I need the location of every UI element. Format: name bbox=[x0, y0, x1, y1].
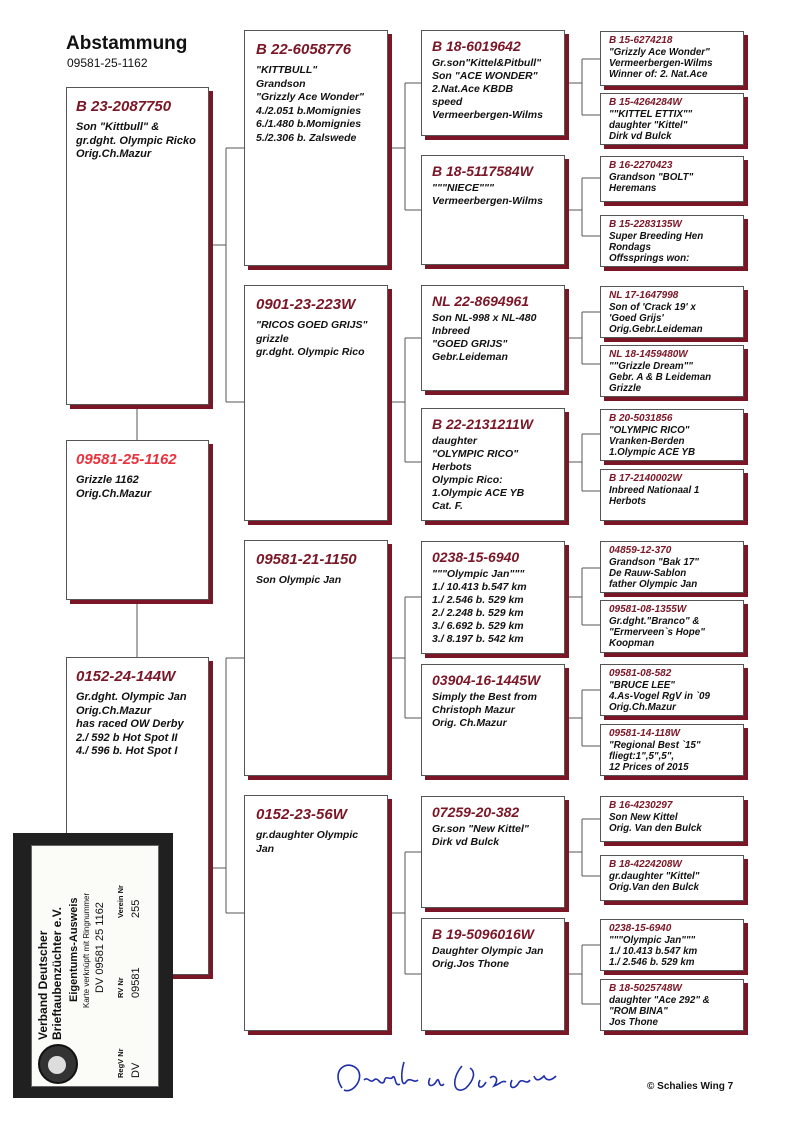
gggp-box bbox=[600, 664, 744, 716]
gggp-box bbox=[600, 93, 744, 145]
ring-number: B 18-6019642 bbox=[432, 38, 521, 54]
pigeon-info-line: Inbreed bbox=[432, 325, 470, 337]
ring-number: 09581-08-582 bbox=[609, 668, 672, 679]
gggp-box bbox=[600, 215, 744, 267]
pigeon-info-line: "Grizzly Ace Wonder" bbox=[256, 91, 364, 103]
pigeon-info-line: 5./2.306 b. Zalswede bbox=[256, 131, 357, 144]
pigeon-info-line: 3./ 8.197 b. 542 km bbox=[432, 633, 524, 645]
ggp-box bbox=[421, 541, 565, 654]
pigeon-info-line: Vermeerbergen-Wilms bbox=[609, 58, 713, 69]
card-verein-label: Verein Nr bbox=[116, 885, 125, 918]
pigeon-info-line: Orig. Ch.Mazur bbox=[432, 717, 507, 729]
gggp-box bbox=[600, 156, 744, 202]
pigeon-info-line: """Olympic Jan""" bbox=[609, 935, 696, 946]
ring-number: B 17-2140002W bbox=[609, 473, 682, 484]
ring-number: NL 22-8694961 bbox=[432, 293, 530, 309]
pigeon-info-line: gr.daughter "Kittel" bbox=[609, 871, 700, 882]
ggp-box bbox=[421, 285, 565, 391]
pigeon-info-line: Heremans bbox=[609, 183, 657, 194]
pigeon-info-line: Jan bbox=[256, 842, 275, 855]
ring-number: 07259-20-382 bbox=[432, 804, 520, 820]
pigeon-info-line: Daughter Olympic Jan bbox=[432, 945, 544, 957]
pigeon-info-line: Gr.dght. Olympic Jan bbox=[76, 691, 187, 703]
pigeon-info-line: ""Grizzle Dream"" bbox=[609, 361, 693, 372]
pigeon-info-line: Vranken-Berden bbox=[609, 436, 685, 447]
ring-number: 0152-24-144W bbox=[76, 668, 176, 685]
pigeon-info-line: 1./ 10.413 b.547 km bbox=[609, 946, 698, 957]
pigeon-info-line: 4./ 596 b. Hot Spot I bbox=[76, 745, 178, 757]
gggp-box bbox=[600, 724, 744, 776]
pigeon-info-line: Herbots bbox=[432, 461, 472, 473]
pigeon-info-line: Son "ACE WONDER" bbox=[432, 70, 538, 82]
association-seal-icon bbox=[38, 1044, 78, 1084]
pigeon-info-line: "GOED GRIJS" bbox=[432, 338, 508, 350]
card-rv-value: 09581 bbox=[130, 967, 142, 998]
pigeon-info-line: 6./1.480 b.Momignies bbox=[256, 118, 362, 130]
sire-dam-box bbox=[244, 285, 388, 521]
pigeon-info-line: 3./ 6.692 b. 529 km bbox=[432, 620, 524, 632]
pigeon-info-line: Koopman bbox=[609, 638, 655, 649]
ring-number: B 18-4224208W bbox=[609, 859, 682, 870]
ggp-box bbox=[421, 30, 565, 136]
pigeon-info-line: 1.Olympic ACE YB bbox=[432, 487, 525, 499]
ring-number: 03904-16-1445W bbox=[432, 672, 541, 688]
pigeon-info-line: Orig.Gebr.Leideman bbox=[609, 324, 703, 335]
card-rv-label: RV Nr bbox=[116, 977, 125, 998]
pigeon-info-line: Grandson "Bak 17" bbox=[609, 557, 699, 568]
dam-dam-box bbox=[244, 795, 388, 1031]
pigeon-info-line: Orig.Ch.Mazur bbox=[76, 704, 152, 717]
pigeon-info-line: "RICOS GOED GRIJS" bbox=[256, 319, 368, 331]
card-title: Eigentums-Ausweis bbox=[68, 897, 80, 1002]
ring-number: 0152-23-56W bbox=[256, 806, 347, 823]
pigeon-info-line: Dirk vd Bulck bbox=[609, 131, 672, 142]
ggp-box bbox=[421, 796, 565, 908]
ring-number: 09581-25-1162 bbox=[76, 451, 177, 468]
ring-number: B 15-6274218 bbox=[609, 35, 673, 46]
pigeon-info-line: Christoph Mazur bbox=[432, 704, 515, 716]
pigeon-info-line: has raced OW Derby bbox=[76, 718, 184, 730]
pigeon-info-line: 2./ 592 b Hot Spot II bbox=[76, 731, 178, 744]
pigeon-info-line: Vermeerbergen-Wilms bbox=[432, 195, 543, 207]
pigeon-info-line: Son New Kittel bbox=[609, 812, 678, 823]
pigeon-info-line: Offssprings won: bbox=[609, 253, 690, 264]
gggp-box bbox=[600, 286, 744, 338]
pigeon-info-line: Grandson bbox=[256, 77, 306, 90]
pigeon-info-line: gr.dght. Olympic Rico bbox=[256, 346, 365, 358]
ring-number: B 16-4230297 bbox=[609, 800, 673, 811]
pigeon-info-line: gr.dght. Olympic Ricko bbox=[76, 134, 196, 147]
pigeon-info-line: daughter bbox=[432, 435, 477, 447]
pigeon-info-line: Vermeerbergen-Wilms bbox=[432, 109, 543, 121]
ring-number: B 22-6058776 bbox=[256, 41, 352, 58]
ownership-card bbox=[13, 833, 173, 1098]
ring-number: B 23-2087750 bbox=[76, 98, 172, 115]
pigeon-info-line: Gebr.Leideman bbox=[432, 351, 508, 363]
pigeon-info-line: Gebr. A & B Leideman bbox=[609, 372, 712, 383]
ring-number: B 18-5025748W bbox=[609, 983, 682, 994]
pigeon-info-line: Simply the Best from bbox=[432, 691, 538, 703]
ring-number: 09581-08-1355W bbox=[609, 604, 687, 615]
ring-number: B 15-4264284W bbox=[609, 97, 682, 108]
pigeon-info-line: """NIECE""" bbox=[432, 182, 494, 194]
pigeon-info-line: 'Goed Grijs' bbox=[609, 313, 664, 324]
ring-number: 0238-15-6940 bbox=[609, 923, 672, 934]
pigeon-info-line: """Olympic Jan""" bbox=[432, 568, 525, 580]
pigeon-info-line: Orig.Ch.Mazur bbox=[609, 702, 676, 713]
ring-number: B 16-2270423 bbox=[609, 160, 673, 171]
pigeon-info-line: 2./ 2.248 b. 529 km bbox=[432, 607, 524, 619]
ring-number: 09581-21-1150 bbox=[256, 551, 357, 568]
pigeon-info-line: Rondags bbox=[609, 242, 651, 253]
pigeon-info-line: De Rauw-Sablon bbox=[609, 568, 687, 579]
signature bbox=[330, 1050, 570, 1110]
pigeon-info-line: Grizzle 1162 bbox=[76, 474, 139, 486]
card-org-name: Brieftaubenzüchter e.V. bbox=[50, 907, 64, 1040]
ring-number: NL 17-1647998 bbox=[609, 290, 679, 301]
gggp-box bbox=[600, 541, 744, 593]
gggp-box bbox=[600, 855, 744, 901]
pigeon-info-line: Gr.dght."Branco" & bbox=[609, 616, 700, 627]
pigeon-info-line: father Olympic Jan bbox=[609, 579, 698, 590]
pigeon-info-line: "OLYMPIC RICO" bbox=[609, 425, 690, 436]
ring-number: 0238-15-6940 bbox=[432, 549, 520, 565]
dam-sire-box bbox=[244, 540, 388, 776]
ring-number: NL 18-1459480W bbox=[609, 349, 688, 360]
gggp-box bbox=[600, 469, 744, 521]
pigeon-info-line: "Ermerveen`s Hope" bbox=[609, 627, 705, 638]
pigeon-info-line: daughter "Ace 292" & bbox=[609, 995, 710, 1006]
ring-number: 09581-14-118W bbox=[609, 728, 680, 739]
pigeon-info-line: gr.daughter Olympic bbox=[256, 829, 359, 841]
pigeon-info-line: "Regional Best `15" bbox=[609, 740, 701, 751]
gggp-box bbox=[600, 345, 744, 397]
ggp-box bbox=[421, 918, 565, 1031]
pigeon-info-line: Orig.Jos Thone bbox=[432, 958, 510, 970]
pigeon-info-line: Orig.Van den Bulck bbox=[609, 882, 700, 893]
pigeon-info-line: 1./ 10.413 b.547 km bbox=[432, 581, 527, 593]
ring-number: 0901-23-223W bbox=[256, 296, 356, 313]
pigeon-info-line: "OLYMPIC RICO" bbox=[432, 448, 519, 460]
pigeon-info-line: Son Olympic Jan bbox=[256, 574, 342, 586]
pigeon-info-line: Grandson "BOLT" bbox=[609, 172, 694, 183]
card-org-name: Verband Deutscher bbox=[36, 930, 50, 1040]
card-verein-value: 255 bbox=[130, 899, 142, 918]
ring-number: B 19-5096016W bbox=[432, 926, 534, 942]
pigeon-info-line: fliegt:1",5",5", bbox=[609, 751, 675, 762]
gggp-box bbox=[600, 409, 744, 461]
ggp-box bbox=[421, 664, 565, 776]
pigeon-info-line: Inbreed Nationaal 1 bbox=[609, 485, 700, 496]
gggp-box bbox=[600, 31, 744, 86]
sire-box bbox=[66, 87, 209, 405]
pigeon-info-line: Son of 'Crack 19' x bbox=[609, 302, 696, 313]
pigeon-info-line: Cat. F. bbox=[432, 500, 463, 512]
pigeon-info-line: 4./2.051 b.Momignies bbox=[256, 104, 362, 117]
pigeon-info-line: 1.Olympic ACE YB bbox=[609, 447, 696, 458]
pigeon-info-line: "KITTBULL" bbox=[256, 64, 318, 76]
ring-number: B 22-2131211W bbox=[432, 416, 533, 432]
pigeon-info-line: "BRUCE LEE" bbox=[609, 680, 675, 691]
pigeon-info-line: speed bbox=[432, 96, 463, 108]
pigeon-info-line: Gr.son"Kittel&Pitbull" bbox=[432, 57, 542, 69]
pigeon-info-line: Dirk vd Bulck bbox=[432, 836, 500, 848]
pigeon-info-line: Orig.Ch.Mazur bbox=[76, 487, 152, 500]
pigeon-info-line: Son "Kittbull" & bbox=[76, 121, 160, 133]
card-ring-number: DV 09581 25 1162 bbox=[94, 902, 106, 993]
pigeon-info-line: Son NL-998 x NL-480 bbox=[432, 312, 537, 324]
gggp-box bbox=[600, 796, 744, 842]
pigeon-info-line: Olympic Rico: bbox=[432, 474, 503, 486]
copyright-notice: © Schalies Wing 7 bbox=[647, 1081, 734, 1092]
sire-sire-box bbox=[244, 30, 388, 266]
gggp-box bbox=[600, 979, 744, 1031]
ggp-box bbox=[421, 155, 565, 265]
page-title: Abstammung bbox=[66, 33, 188, 54]
card-regv-value: DV bbox=[130, 1062, 142, 1078]
pigeon-info-line: 12 Prices of 2015 bbox=[609, 762, 689, 773]
ring-number: B 15-2283135W bbox=[609, 219, 682, 230]
pigeon-info-line: 1./ 2.546 b. 529 km bbox=[432, 594, 524, 606]
pigeon-info-line: Orig. Van den Bulck bbox=[609, 823, 702, 834]
pigeon-info-line: Herbots bbox=[609, 496, 647, 507]
pigeon-info-line: Winner of: 2. Nat.Ace bbox=[609, 69, 708, 80]
ring-number: 04859-12-370 bbox=[609, 545, 672, 556]
pigeon-info-line: 2.Nat.Ace KBDB bbox=[432, 83, 514, 95]
gggp-box bbox=[600, 919, 744, 971]
pigeon-info-line: Grizzle bbox=[609, 383, 642, 394]
card-note: Karte verknüpft mit Ringnummer bbox=[82, 892, 91, 1008]
subject-box bbox=[66, 440, 209, 600]
pigeon-info-line: "Grizzly Ace Wonder" bbox=[609, 47, 710, 58]
ggp-box bbox=[421, 408, 565, 521]
pigeon-info-line: Gr.son "New Kittel" bbox=[432, 823, 529, 835]
pigeon-info-line: 1./ 2.546 b. 529 km bbox=[609, 957, 695, 968]
card-regv-label: RegV Nr bbox=[116, 1048, 125, 1078]
ring-number: B 18-5117584W bbox=[432, 163, 533, 179]
pigeon-info-line: 4.As-Vogel RgV in `09 bbox=[609, 691, 710, 702]
pigeon-info-line: Jos Thone bbox=[609, 1017, 658, 1028]
pigeon-info-line: Orig.Ch.Mazur bbox=[76, 148, 152, 160]
pigeon-info-line: Super Breeding Hen bbox=[609, 231, 704, 242]
pigeon-info-line: grizzle bbox=[256, 332, 289, 345]
pigeon-info-line: "ROM BINA" bbox=[609, 1006, 668, 1017]
page-ring-number: 09581-25-1162 bbox=[67, 56, 148, 70]
ring-number: B 20-5031856 bbox=[609, 413, 673, 424]
pigeon-info-line: daughter "Kittel" bbox=[609, 120, 688, 131]
pigeon-info-line: ""KITTEL ETTIX"" bbox=[609, 109, 693, 120]
gggp-box bbox=[600, 600, 744, 653]
